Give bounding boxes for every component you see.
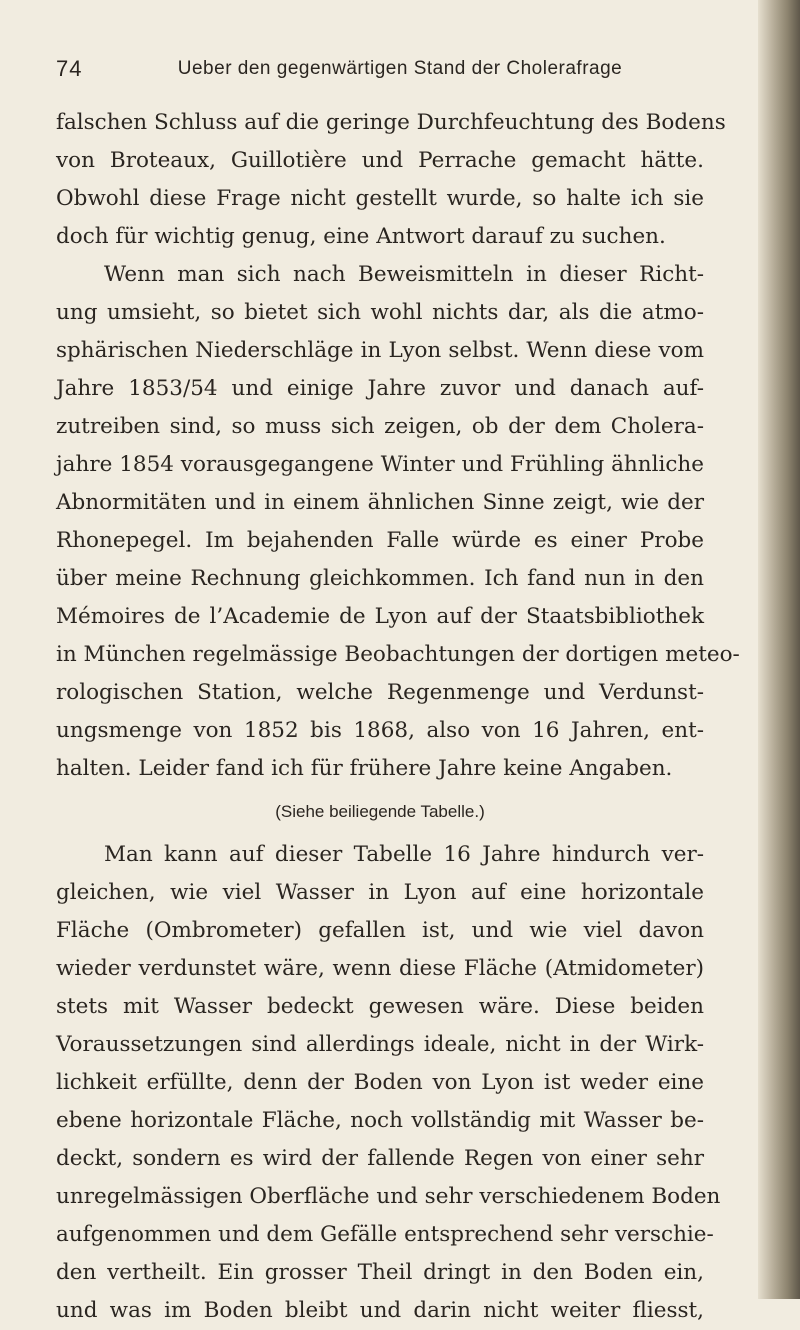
page-header	[56, 56, 704, 86]
body-text	[56, 104, 740, 1330]
text-line: ungsmenge von 1852 bis 1868, also von 16 Jahren, ent-	[56, 718, 704, 743]
text-line: wieder verdunstet wäre, wenn diese Fläche (Atmidometer)	[56, 956, 704, 981]
paragraph-2	[56, 256, 740, 788]
text-line: in München regelmässige Beobachtungen der dortigen meteo-	[56, 642, 740, 667]
text-line: Mémoires de l’Academie de Lyon auf der Staatsbibliothek	[56, 604, 704, 629]
text-line: aufgenommen und dem Gefälle entsprechend sehr verschie-	[56, 1222, 714, 1247]
running-head: Ueber den gegenwärtigen Stand der Cholerafrage	[177, 58, 623, 79]
text-line: Jahre 1853/54 und einige Jahre zuvor und danach auf-	[56, 376, 704, 401]
paragraph-1	[56, 104, 726, 256]
text-line: jahre 1854 vorausgegangene Winter und Frühling ähnliche	[56, 452, 704, 477]
text-line: deckt, sondern es wird der fallende Regen von einer sehr	[56, 1146, 704, 1171]
text-line: Voraussetzungen sind allerdings ideale, nicht in der Wirk-	[56, 1032, 704, 1057]
text-line: über meine Rechnung gleichkommen. Ich fand nun in den	[56, 566, 704, 591]
text-line: gleichen, wie viel Wasser in Lyon auf eine horizontale	[56, 880, 704, 905]
text-line: rologischen Station, welche Regenmenge und Verdunst-	[56, 680, 704, 705]
text-line: ebene horizontale Fläche, noch vollständig mit Wasser be-	[56, 1108, 704, 1133]
paragraph-3	[56, 836, 721, 1330]
text-line: Rhonepegel. Im bejahenden Falle würde es einer Probe	[56, 528, 704, 553]
text-line: halten. Leider fand ich für frühere Jahre keine Angaben.	[56, 756, 673, 781]
book-page-edge	[758, 0, 800, 1299]
text-line: unregelmässigen Oberfläche und sehr verschiedenem Boden	[56, 1184, 721, 1209]
text-line: Wenn man sich nach Beweismitteln in dieser Richt-	[104, 262, 704, 287]
text-line: ung umsieht, so bietet sich wohl nichts dar, als die atmo-	[56, 300, 704, 325]
text-line: stets mit Wasser bedeckt gewesen wäre. Diese beiden	[56, 994, 704, 1019]
text-line: und was im Boden bleibt und darin nicht weiter fliesst,	[56, 1298, 704, 1323]
text-line: doch für wichtig genug, eine Antwort darauf zu suchen.	[56, 224, 666, 249]
text-line: Man kann auf dieser Tabelle 16 Jahre hindurch ver-	[104, 842, 704, 867]
page-number: 74	[56, 56, 83, 81]
text-line: Obwohl diese Frage nicht gestellt wurde, so halte ich sie	[56, 186, 704, 211]
text-line: lichkeit erfüllte, denn der Boden von Lyon ist weder eine	[56, 1070, 704, 1095]
text-line: sphärischen Niederschläge in Lyon selbst. Wenn diese vom	[56, 338, 704, 363]
text-line: zutreiben sind, so muss sich zeigen, ob der dem Cholera-	[56, 414, 704, 439]
text-line: Abnormitäten und in einem ähnlichen Sinne zeigt, wie der	[56, 490, 704, 515]
text-line: Fläche (Ombrometer) gefallen ist, und wie viel davon	[56, 918, 704, 943]
text-line: falschen Schluss auf die geringe Durchfeuchtung des Bodens	[56, 110, 726, 135]
text-line: den vertheilt. Ein grosser Theil dringt in den Boden ein,	[56, 1260, 704, 1285]
table-reference-caption: (Siehe beiliegende Tabelle.)	[275, 802, 485, 821]
text-line: von Broteaux, Guillotière und Perrache gemacht hätte.	[56, 148, 704, 173]
